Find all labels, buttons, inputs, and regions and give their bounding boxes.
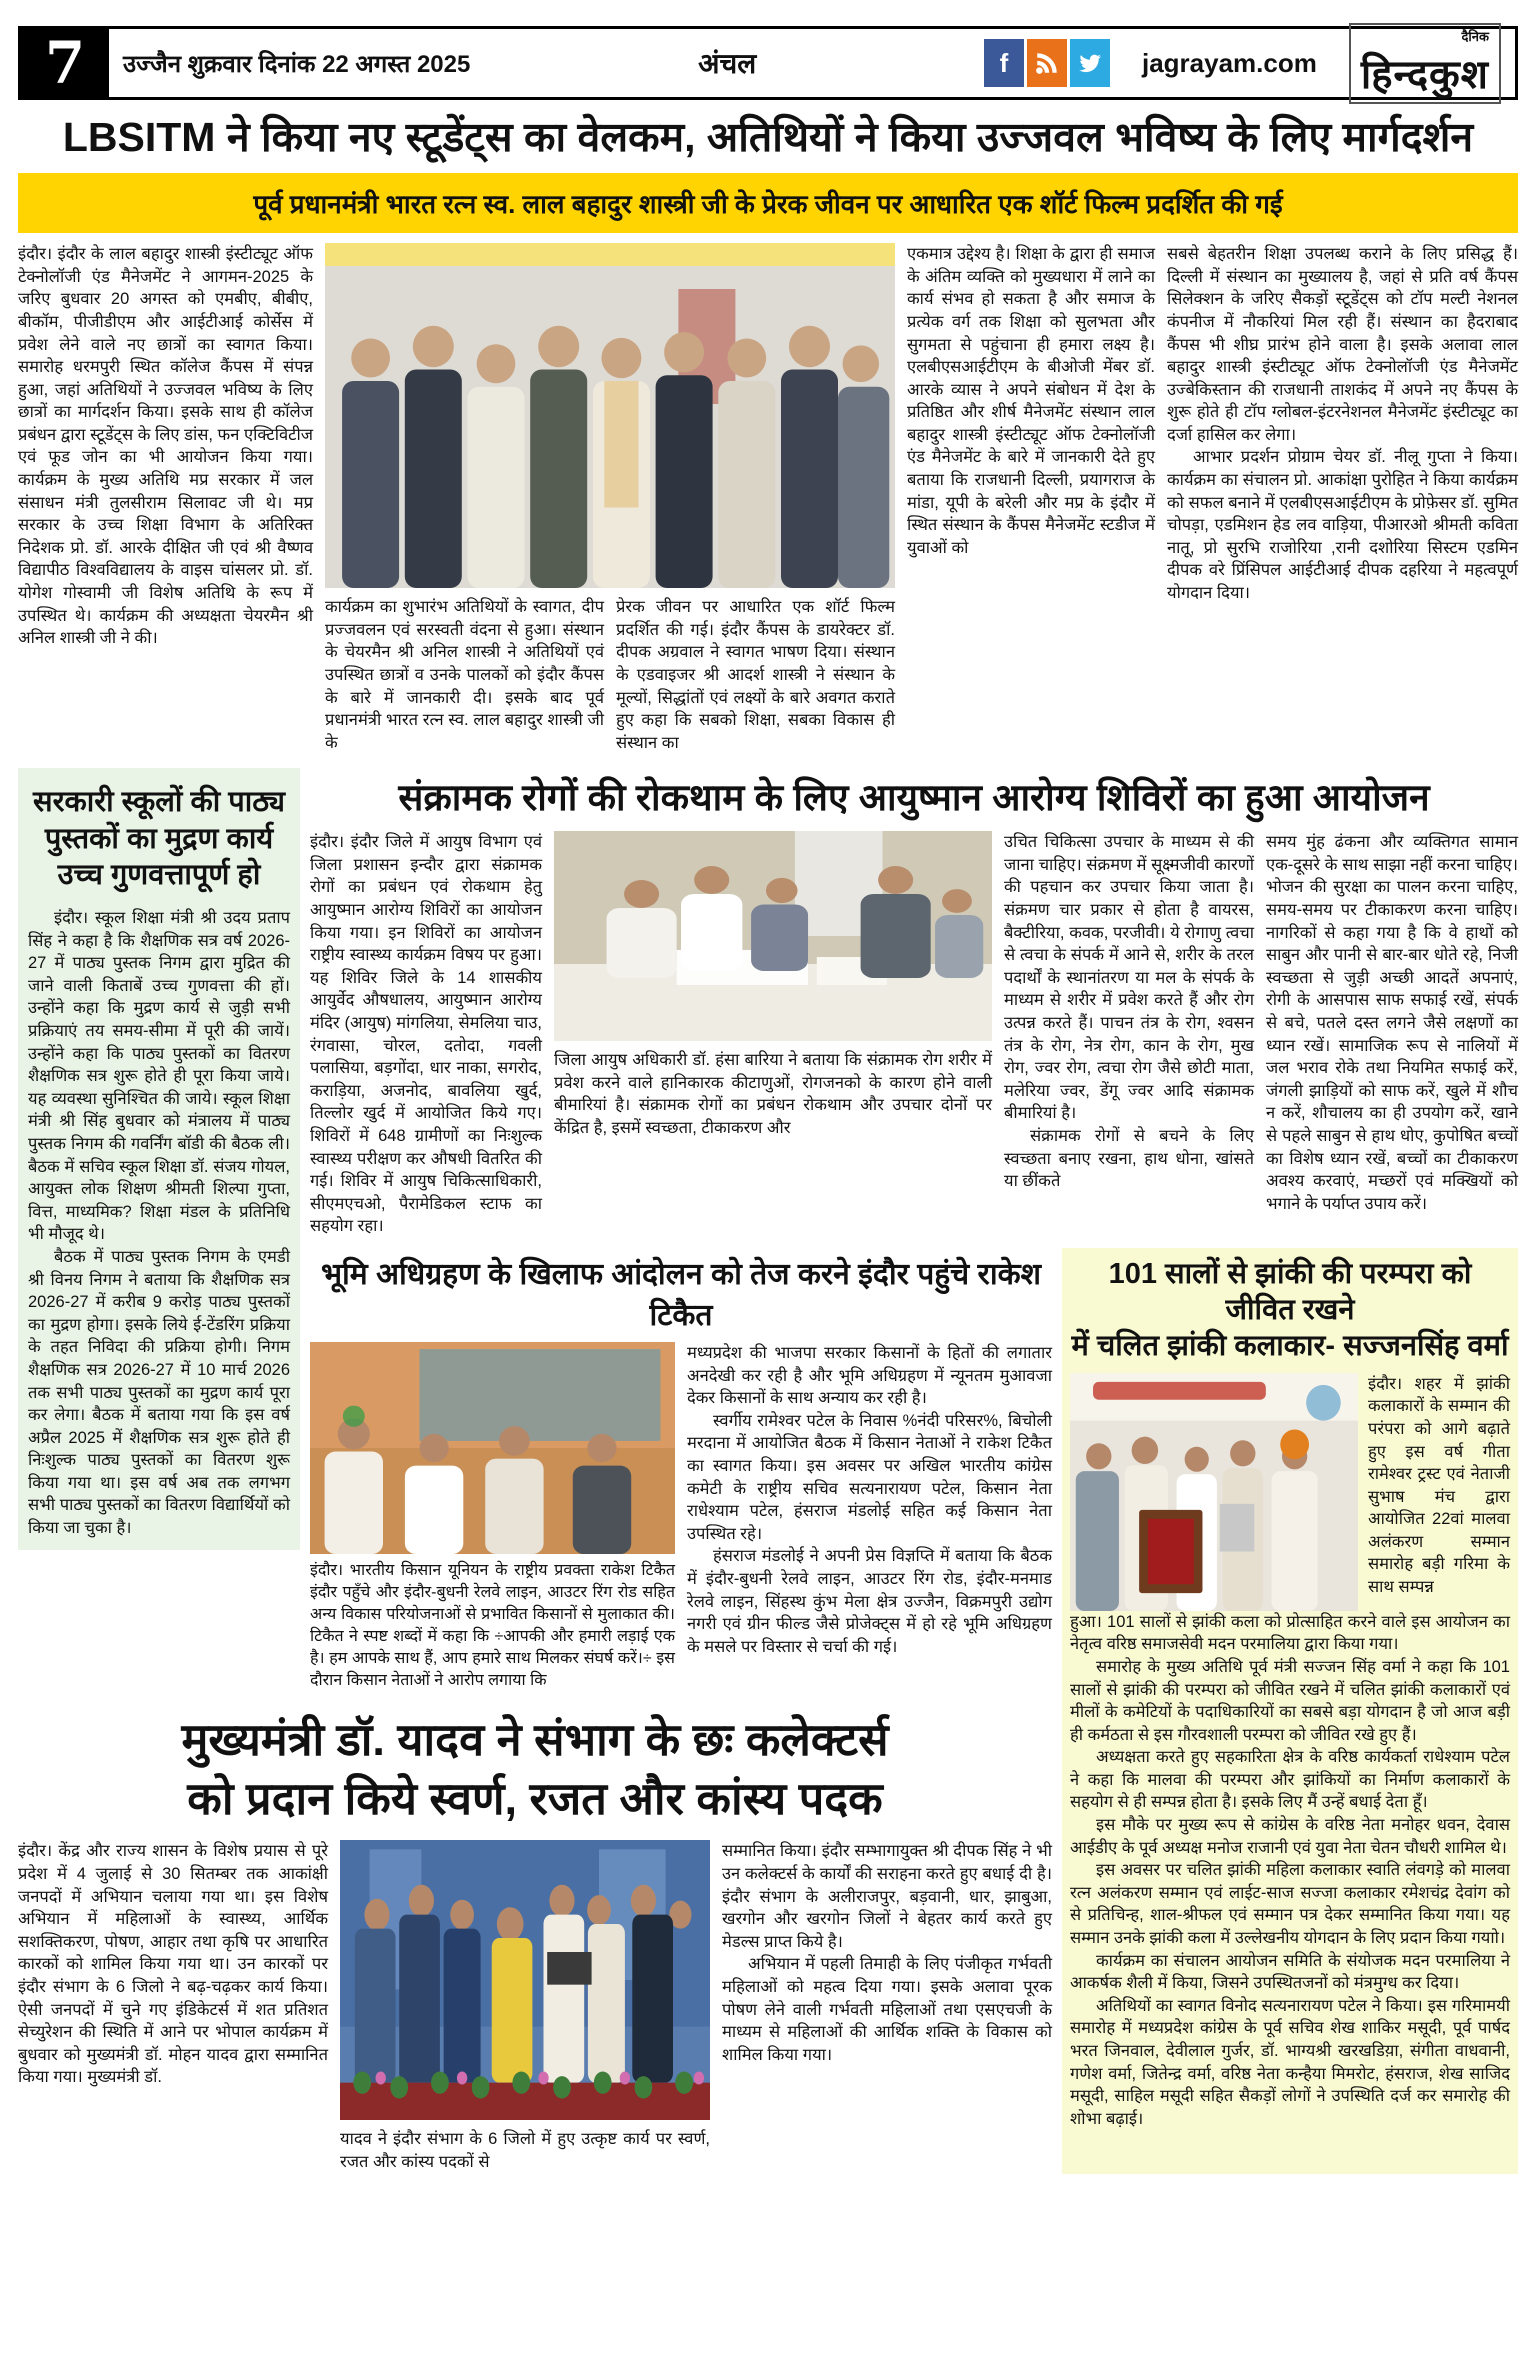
article1-below-right: प्रेरक जीवन पर आधारित एक शॉर्ट फिल्म प्रदर्शित की गई। इंदौर कैंपस के डायरेक्टर डॉ. दीपक अग्रवाल ने स्वागत भाषण दिया। संस्थान के एडवाइजर श्री आदर्श शास्त्री ने संस्थान के मूल्यों, सिद्धांतों एवं लक्ष्यों के बारे अवगत कराते हुए कहा कि सबको शिक्षा, सबका विकास ही संस्थान का <box>616 598 895 752</box>
article1-col4: एकमात्र उद्देश्य है। शिक्षा के द्वारा ही समाज के अंतिम व्यक्ति को मुख्यधारा में लाने का कार्य संभव हो सकता है और समाज के प्रत्येक वर्ग तक शिक्षा को सुलभता और सुगमता से पहुंचाना ही हमारा लक्ष्य है। एलबीएसआईटीएम के बीओजी मेंबर डॉ. आरके व्यास ने अपने संबोधन में देश के प्रतिष्ठित और शीर्ष मैनेजमेंट संस्थान लाल बहादुर शास्त्री इंस्टीट्यूट ऑफ टेक्नोलॉजी एंड मैनेजमेंट के बारे में जानकारी देते हुए बताया कि राजधानी दिल्ली, प्रयागराज के मांडा, यूपी के बरेली और मप्र के इंदौर में स्थित संस्थान के कैंपस मैनेजमेंट स्टडीज में युवाओं को <box>907 245 1155 557</box>
article3-caption: इंदौर। भारतीय किसान यूनियन के राष्ट्रीय प्रवक्ता राकेश टिकैत इंदौर पहुँचे और इंदौर-बुधनी रेलवे लाइन, आउटर रिंग रोड सहित अन्य विकास परियोजनाओं से प्रभावित किसानों से मुलाकात की। टिकैत ने स्पष्ट शब्दों में कहा कि ÷आपकी और हमारी लड़ाई एक है। हम आपके साथ हैं, आप हमारे साथ मिलकर संघर्ष करें।÷ इस दौरान किसान नेताओं ने आरोप लगाया कि <box>310 1561 675 1689</box>
article4-body <box>1070 1611 1510 2131</box>
article4-intro: इंदौर। शहर में झांकी कलाकारों के सम्मान की परंपरा को आगे बढ़ाते हुए इस वर्ष गीता रामेश्वर ट्रस्ट एवं नेताजी सुभाष मंच द्वारा आयोजित 22वां मालवा अलंकरण सम्मान समारोह बड़ी गरिमा के साथ सम्पन्न <box>1368 1374 1510 1597</box>
article2-photo <box>554 831 992 1041</box>
article4-headline-line2: में चलित झांकी कलाकार- सज्जनसिंह वर्मा <box>1071 1330 1509 1363</box>
page-number: 7 <box>21 29 109 97</box>
article5-col3 <box>722 1840 1052 2173</box>
article5-headline-line1: मुख्यमंत्री डॉ. यादव ने संभाग के छः कलेक्टर्स <box>181 1714 889 1766</box>
masthead-bar <box>18 26 1518 100</box>
article4-p4: इस मौके पर मुख्य रूप से कांग्रेस के वरिष्ठ नेता मनोहर धवन, देवास आईडीए के पूर्व अध्यक्ष मनोज राजानी एवं युवा नेता चेतन चौधरी शामिल थे। <box>1070 1816 1510 1857</box>
section-title: अंचल <box>698 48 757 79</box>
logo-name: हिन्दकुश <box>1360 50 1489 98</box>
article4-headline-line1: 101 सालों से झांकी की परम्परा को जीवित रखने <box>1108 1257 1472 1327</box>
article2-headline: संक्रामक रोगों की रोकथाम के लिए आयुष्मान आरोग्य शिविरों का हुआ आयोजन <box>398 777 1430 819</box>
article5-col1: इंदौर। केंद्र और राज्य शासन के विशेष प्रयास से पूरे प्रदेश में 4 जुलाई से 30 सितम्बर तक आकांक्षी जनपदों में अभियान चलाया गया था। इस विशेष अभियान में महिलाओं के स्वास्थ्य, आर्थिक सशक्तिकरण, पोषण, आहार तथा कृषि पर आधारित कारकों को शामिल किया गया था। उन कारकों पर इंदौर संभाग के 6 जिलो ने बढ़-चढ़कर कार्य किया। ऐसी जनपदों में चुने गए इंडिकेटर्स में शत प्रतिशत सेच्युरेशन की स्थिति में आने पर भोपाल कार्यक्रम में बुधवार को मुख्यमंत्री डॉ. मोहन यादव द्वारा सम्मानित किया गया। मुख्यमंत्री डॉ. <box>18 1842 328 2087</box>
article3-body <box>687 1342 1052 1691</box>
article5-caption: यादव ने इंदौर संभाग के 6 जिलो में हुए उत्कृष्ट कार्य पर स्वर्ण, रजत और कांस्य पदकों से <box>340 2130 710 2172</box>
article5-middle <box>340 1840 710 2173</box>
article5-headline-line2: को प्रदान किये स्वर्ण, रजत और कांस्य पदक <box>187 1772 883 1824</box>
website-url[interactable]: jagrayam.com <box>1141 47 1317 78</box>
sidebar-p2: बैठक में पाठ्य पुस्तक निगम के एमडी श्री विनय निगम ने बताया कि शैक्षणिक सत्र 2026-27 में करीब 9 करोड़ पाठ्य पुस्तकों का मुद्रण होगा। इसके लिये ई-टेंडरिंग प्रक्रिया के तहत निविदा की प्रक्रिया होगी। निगम शैक्षणिक सत्र 2026-27 में 10 मार्च 2026 तक सभी पाठ्य पुस्तकों का मुद्रण कार्य पूरा कर लेगा। बैठक में बताया गया कि इस वर्ष अप्रैल 2025 में शैक्षणिक सत्र शुरू होते ही निःशुल्क पाठ्य पुस्तकों का वितरण शुरू किया गया था। इस वर्ष अब तक लगभग सभी पाठ्य पुस्तकों का वितरण विद्यार्थियों को किया जा चुका है। <box>28 1247 290 1538</box>
article-lbsitm <box>18 100 1518 754</box>
article1-col5 <box>1167 243 1518 754</box>
article1-photo <box>325 243 895 588</box>
article1-middle <box>325 243 895 754</box>
social-icons <box>984 39 1110 87</box>
article1-col5-p2: आभार प्रदर्शन प्रोग्राम चेयर डॉ. नीलू गुप्ता ने किया। कार्यक्रम का संचालन प्रो. आकांक्षा पुरोहित ने किया कार्यक्रम को सफल बनाने में एलबीएसआईटीएम के प्रोफ़ेसर डॉ. सुमित चोपड़ा, एडमिशन हेड लव वाड़िया, पीआरओ श्रीमती कविता नातू, प्रो सुरभि राजोरिया ,रानी दशोरिया सिस्टम एडमिन दीपक वरे प्रिंसिपल आईटीआई दीपक दहरिया ने महत्वपूर्ण योगदान दिया। <box>1167 448 1518 603</box>
masthead-strip <box>109 29 1515 97</box>
article4-photo <box>1070 1373 1358 1611</box>
article2-caption: जिला आयुष अधिकारी डॉ. हंसा बारिया ने बताया कि संक्रामक रोग शरीर में प्रवेश करने वाले हानिकारक कीटाणुओं, रोगजनको के कारण होने वाली बीमारियां है। संक्रामक रोगों का प्रबंधन रोकथाम और उपचार दोनों पर केंद्रित है, इसमें स्वच्छता, टीकाकरण और <box>554 1051 992 1138</box>
newspaper-logo <box>1349 23 1501 104</box>
article-jhanki <box>1062 1248 1518 2174</box>
article5-headline <box>18 1701 1052 1840</box>
article3-headline: भूमि अधिग्रहण के खिलाफ आंदोलन को तेज करने इंदौर पहुंचे राकेश टिकैत <box>320 1257 1042 1332</box>
article1-col5-p1: सबसे बेहतरीन शिक्षा उपलब्ध कराने के लिए प्रसिद्ध हैं। दिल्ली में संस्थान का मुख्यालय है, जहां से प्रति वर्ष कैंपस सिलेक्शन के जरिए सैकड़ों स्टूडेंट्स को टॉप मल्टी नेशनल कंपनीज में नौकरियां मिल रही हैं। संस्थान का हैदराबाद कैंपस भी शीघ्र प्रारंभ होने वाला है। इसके अलावा लाल बहादुर शास्त्री इंस्टीट्यूट ऑफ टेक्नोलॉजी एंड मैनेजमेंट उज्बेकिस्तान की राजधानी ताशकंद में अपने नए कैंपस के शुरू होते ही टॉप ग्लोबल-इंटरनेशनल मैनेजमेंट इंस्टीट्यूट का दर्जा हासिल कर लेगा। <box>1167 245 1518 444</box>
dateline: उज्जैन शुक्रवार दिनांक 22 अगस्त 2025 <box>123 50 471 78</box>
article4-headline <box>1070 1254 1510 1373</box>
article4-p7: अतिथियों का स्वागत विनोद सत्यनारायण पटेल ने किया। इस गरिमामयी समारोह में मध्यप्रदेश कांग्रेस के पूर्व सचिव शेख शाकिर मसूदी, पूर्व पार्षद भरत जिनवाल, देवीलाल गुर्जर, डॉ. भाग्यश्री खरखडिय़ा, संगीता वाधवानी, गणेश वर्मा, जितेन्द्र वर्मा, वरिष्ठ नेता कन्हैया मिमरोट, हंसराज, शेख साजिद मसूदी, साहिल मसूदी सहित सैकड़ों लोगों ने उपस्थिति दर्ज कर समारोह की शोभा बढ़ाई। <box>1070 1996 1510 2128</box>
article1-headline: LBSITM ने किया नए स्टूडेंट्स का वेलकम, अतिथियों ने किया उज्जवल भविष्य के लिए मार्गदर्शन <box>62 114 1474 160</box>
article5-col3-p2: अभियान में पहली तिमाही के लिए पंजीकृत गर्भवती महिलाओं को महत्व दिया गया। इसके अलावा पूरक पोषण लेने वाली गर्भवती महिलाओं तथा एसएचजी के माध्यम से महिलाओं की आर्थिक शक्ति के विकास को शामिल किया गया। <box>722 1955 1052 2064</box>
twitter-icon[interactable] <box>1070 39 1110 87</box>
sidebar-headline: सरकारी स्कूलों की पाठ्य पुस्तकों का मुद्रण कार्य उच्च गुणवत्तापूर्ण हो <box>32 786 286 891</box>
article3-left <box>310 1342 675 1691</box>
article1-below-left: कार्यक्रम का शुभारंभ अतिथियों के स्वागत, दीप प्रज्जवलन एवं सरस्वती वंदना से हुआ। संस्थान के चेयरमैन श्री अनिल शास्त्री ने अतिथियों एवं उपस्थित छात्रों व उनके पालकों को इंदौर कैंपस के बारे में जानकारी दी। इसके बाद पूर्व प्रधानमंत्री भारत रत्न स्व. लाल बहादुर शास्त्री जी के <box>325 598 604 752</box>
article3-photo <box>310 1342 675 1554</box>
logo-tagline: दैनिक <box>1461 28 1489 44</box>
article-cm-medals <box>18 1701 1052 2173</box>
article-tikait <box>310 1248 1052 1691</box>
article4-p6: कार्यक्रम का संचालन आयोजन समिति के संयोजक मदन परमालिया ने आकर्षक शैली में किया, जिसने उपस्थितजनों को मंत्रमुग्ध कर दिया। <box>1070 1951 1510 1993</box>
article-textbooks <box>18 768 300 1549</box>
article4-p3: अध्यक्षता करते हुए सहकारिता क्षेत्र के वरिष्ठ कार्यकर्ता राधेश्याम पटेल ने कहा कि मालवा की परम्परा और झांकियों का निर्माण कलाकारों के सहयोग से ही सम्पन्न होता है। इसके लिए मैं उन्हें बधाई देता हूँ। <box>1070 1748 1510 1812</box>
article3-p3: हंसराज मंडलोई ने अपनी प्रेस विज्ञप्ति में बताया कि बैठक में इंदौर-बुधनी रेलवे लाइन, आउटर रिंग रोड, इंदौर-मनमाड रेलवे लाइन, सिंहस्थ कुंभ मेला क्षेत्र उज्जैन, विक्रमपुरी उद्योग नगरी एवं ग्रीन फील्ड जैसे प्रोजेक्ट्स में हो रहे भूमि अधिग्रहण के मसले पर विस्तार से चर्चा की गई। <box>687 1547 1052 1656</box>
article4-p1: हुआ। 101 सालों से झांकी कला को प्रोत्साहित करने वाले इस आयोजन का नेतृत्व वरिष्ठ समाजसेवी मदन परमालिया द्वारा किया गया। <box>1070 1612 1510 1654</box>
article4-p2: समारोह के मुख्य अतिथि पूर्व मंत्री सज्जन सिंह वर्मा ने कहा कि 101 सालों से झांकी की परम्परा को जीवित रखने में चलित झांकी कलाकारों एवं मीलों के कमेटियों के पदाधिकारियों का सबसे बड़ा योगदान है जो आज बड़ी ही कर्मठता से इस गौरवशाली परम्परा को जीवित रखे हुए हैं। <box>1070 1657 1510 1744</box>
article2-col1: इंदौर। इंदौर जिले में आयुष विभाग एवं जिला प्रशासन इन्दौर द्वारा संक्रामक रोगों का प्रबंधन एवं रोकथाम हेतु आयुष्मान आरोग्य शिविरों का आयोजन किया गया। इन शिविरों का आयोजन राष्ट्रीय स्वास्थ्य कार्यक्रम विषय पर हुआ। यह शिविर जिले के 14 शासकीय आयुर्वेद औषधालय, आयुष्मान आरोग्य मंदिर (आयुष) मांगलिया, सेमलिया चाउ, रंगवासा, चोरल, दतोदा, गवली पलासिया, बड़गोंदा, धार नाका, सगरोद, कराड़िया, अजनोद, बावलिया खुर्द, तिल्लोर खुर्द में आयोजित किये गए। शिविरों में 648 ग्रामीणों का निःशुल्क स्वास्थ्य परीक्षण कर औषधी वितरित की गई। शिविर में आयुष चिकित्साधिकारी, सीएमएचओ, पैरामेडिकल स्टाफ का सहयोग रहा। <box>310 833 542 1236</box>
sidebar-body <box>28 907 290 1540</box>
article5-photo <box>340 1840 710 2120</box>
article2-col4: समय मुंह ढंकना और व्यक्तिगत सामान एक-दूसरे के साथ साझा नहीं करना चाहिए। भोजन की सुरक्षा का पालन करना चाहिए, समय-समय पर टीकाकरण करना चाहिए। नागरिकों से कहा गया है कि वे हाथों को साबुन और पानी से बार-बार धोते रहे, निजी स्वच्छता से जुड़ी अच्छी आदतें अपनाएं, रोगी के आसपास साफ सफाई रखें, संपर्क से बचे, पतले दस्त लगने जैसे लक्षणों का ध्यान रखें। सामाजिक रूप से नालियों में जल भराव रोके तथा नियमित सफाई करें, जंगली झाड़ियों को साफ करें, खुले में शौच न करें, शौचालय का ही उपयोग करें, खाने से पहले साबुन से हाथ धोए, कुपोषित बच्चों का विशेष ध्यान रखें, बच्चों का टीकाकरण अवश्य करवाएं, मच्छरों एवं मक्खियों को भगाने के पर्याप्त उपाय करें। <box>1266 833 1518 1213</box>
facebook-icon[interactable]: f <box>984 39 1024 87</box>
sidebar-p1: इंदौर। स्कूल शिक्षा मंत्री श्री उदय प्रताप सिंह ने कहा है कि शैक्षणिक सत्र वर्ष 2026-27 में पाठ्य पुस्तक निगम द्वारा मुद्रित की जाने वाली किताबें उच्च गुणवत्ता की हों। उन्होंने कहा कि मुद्रण कार्य से जुड़ी सभी प्रक्रियाएं तय समय-सीमा में पूरी की जायें। उन्होंने कहा कि पाठ्य पुस्तकों का वितरण शैक्षणिक सत्र शुरू होते ही पूरा किया जाये। यह व्यवस्था सुनिश्चित की जाये। स्कूल शिक्षा मंत्री श्री सिंह बुधवार को मंत्रालय में पाठ्य पुस्तक निगम की गवर्निंग बॉडी की बैठक ली। बैठक में सचिव स्कूल शिक्षा डॉ. संजय गोयल, आयुक्त लोक शिक्षण श्रीमती शिल्पा गुप्ता, वित्त, माध्यमिक? शिक्षा मंडल के प्रतिनिधि भी मौजूद थे। <box>28 909 290 1244</box>
article2-col3-p2: संक्रामक रोगों से बचने के लिए स्वच्छता बनाए रखना, हाथ धोना, खांसते या छींकते <box>1004 1127 1254 1191</box>
article5-col3-p1: सम्मानित किया। इंदौर सम्भागायुक्त श्री दीपक सिंह ने भी उन कलेक्टर्स के कार्यों की सराहना करते हुए बधाई दी है। इंदौर संभाग के अलीराजपुर, बड़वानी, धार, झाबुआ, खरगोन और खरगोन जिलों ने बेहतर कार्य करते हुए मेडल्स प्राप्त किये है। <box>722 1842 1052 1951</box>
article1-col1: इंदौर। इंदौर के लाल बहादुर शास्त्री इंस्टीट्यूट ऑफ टेक्नोलॉजी एंड मैनेजमेंट ने आगमन-2025 के जरिए बुधवार 20 अगस्त को एमबीए, बीबीए, बीकॉम, पीजीडीएम और आईटीआई कोर्सेस में प्रवेश लेने वाले नए छात्रों का स्वागत किया। समारोह धरमपुरी स्थित कॉलेज कैंपस में संपन्न हुआ, जहां अतिथियों ने उज्जवल भविष्य के लिए छात्रों का मार्गदर्शन किया। इसके साथ ही कॉलेज प्रबंधन द्वारा स्टूडेंट्स के लिए डांस, फन एक्टिविटीज एवं फूड जोन का भी आयोजन किया गया। कार्यक्रम के मुख्य अतिथि मप्र सरकार में जल संसाधन मंत्री तुलसीराम सिलावट जी थे। मप्र सरकार के उच्च शिक्षा विभाग के अतिरिक्त निदेशक प्रो. डॉ. आरके दीक्षित जी एवं श्री वैष्णव विद्यापीठ विश्वविद्यालय के वाइस चांसलर प्रो. डॉ. योगेश गोस्वामी जी विशेष अतिथि के रूप में उपस्थित थे। कार्यक्रम की अध्यक्षता चेयरमैन श्री अनिल शास्त्री जी ने की। <box>18 245 313 648</box>
article2-col3-p1: उचित चिकित्सा उपचार के माध्यम से की जाना चाहिए। संक्रमण में सूक्ष्मजीवी कारणों की पहचान कर उपचार किया जाता है। संक्रमण चार प्रकार से होता है वायरस, बैक्टीरिया, कवक, परजीवी। ये रोगाणु त्वचा से त्वचा के संपर्क में आने से, शरीर के तरल पदार्थों के स्थानांतरण या मल के संपर्क के माध्यम से शरीर में प्रवेश करते हैं और रोग उत्पन्न करते हैं। पाचन तंत्र के रोग, श्वसन तंत्र के रोग, नेत्र रोग, कान के रोग, मुख रोग, ज्वर रोग, त्वचा रोग जैसे छोटी माता, मलेरिया ज्वर, डेंगू ज्वर आदि संक्रामक बीमारियां है। <box>1004 833 1254 1123</box>
article-health-camps <box>310 768 1518 1238</box>
article4-p5: इस अवसर पर चलित झांकी महिला कलाकार स्वाति लंवगड़े को मालवा रत्न अलंकरण सम्मान एवं लाईट-साज सज्जा कलाकार रमेशचंद्र देवांग को से प्रतिचिन्ह, शाल-श्रीफल एवं सम्मान पत्र देकर सम्मानित किया गया। यह सम्मान उनके झांकी कला में उल्लेखनीय योगदान के लिए प्रदान किया गयाो। <box>1070 1861 1510 1948</box>
article2-col3 <box>1004 831 1254 1238</box>
article2-middle <box>554 831 992 1238</box>
article1-subhead: पूर्व प्रधानमंत्री भारत रत्न स्व. लाल बहादुर शास्त्री जी के प्रेरक जीवन पर आधारित एक शॉर्ट फिल्म प्रदर्शित की गई <box>18 173 1518 233</box>
rss-icon[interactable] <box>1027 39 1067 87</box>
article3-p1: मध्यप्रदेश की भाजपा सरकार किसानों के हितों की लगातार अनदेखी कर रही है और भूमि अधिग्रहण में न्यूनतम मुआवजा देकर किसानों के साथ अन्याय कर रही है। <box>687 1343 1052 1408</box>
article3-p2: स्वर्गीय रामेश्वर पटेल के निवास %नंदी परिसर%, बिचोली मरदाना में आयोजित बैठक में किसान नेताओं ने राकेश टिकैत का स्वागत किया। इस अवसर पर अखिल भारतीय कांग्रेस कमेटी के राष्ट्रीय सचिव सत्यनारायण पटेल, किसान नेता राधेश्याम पटेल, हंसराज मंडलोई सहित कई किसान नेता उपस्थित रहे। <box>687 1411 1052 1543</box>
